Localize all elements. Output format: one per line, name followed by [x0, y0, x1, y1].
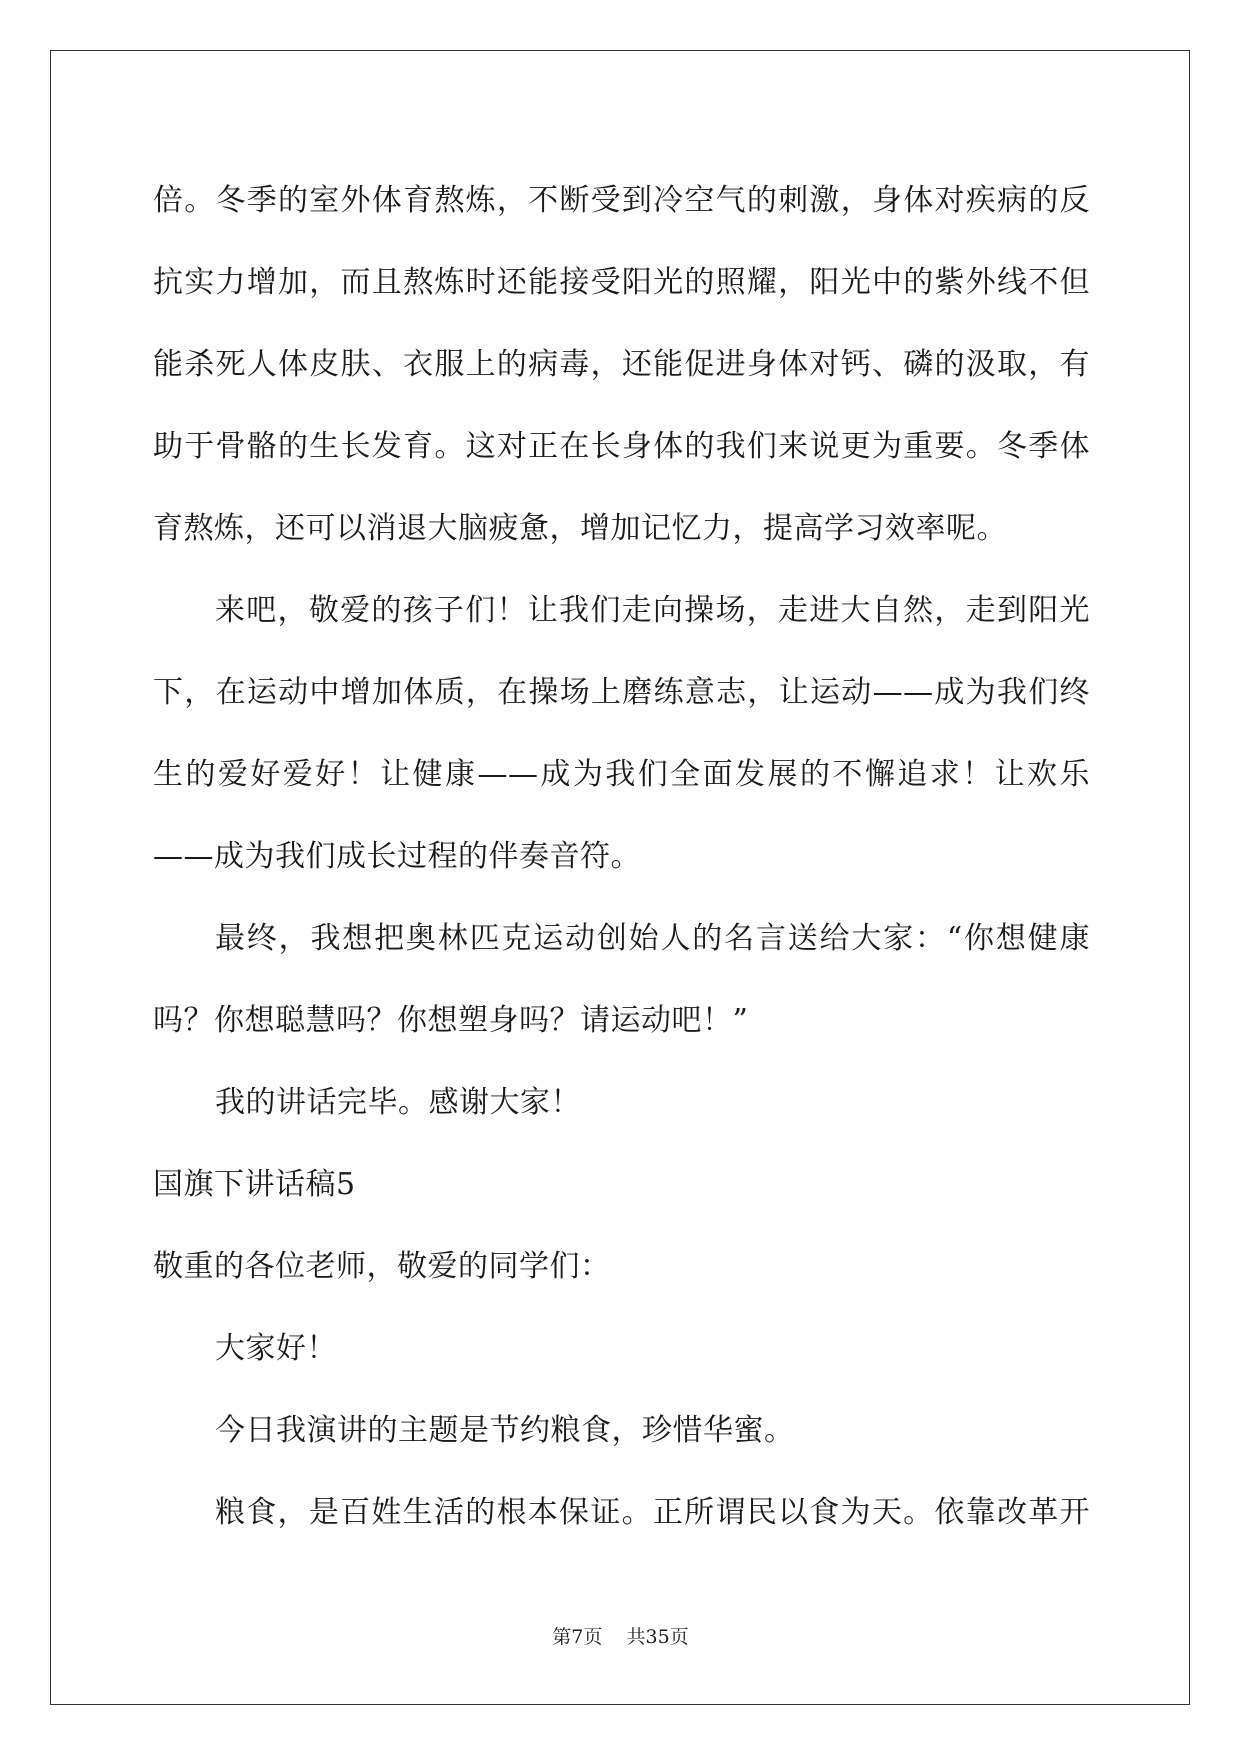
document-body	[153, 160, 1090, 1554]
text-line: 倍。冬季的室外体育熬炼，不断受到冷空气的刺激，身体对疾病的反	[153, 183, 1090, 218]
text-line: 我的讲话完毕。感谢大家！	[215, 1085, 581, 1120]
page-total: 共35页	[626, 1626, 689, 1648]
text-line: 助于骨骼的生长发育。这对正在长身体的我们来说更为重要。冬季体	[153, 429, 1090, 464]
text-line: 今日我演讲的主题是节约粮食，珍惜华蜜。	[215, 1413, 795, 1448]
page-number: 第7页	[552, 1626, 603, 1648]
text-line: 大家好！	[215, 1331, 337, 1366]
text-line: 生的爱好爱好！让健康——成为我们全面发展的不懈追求！让欢乐	[153, 757, 1090, 792]
text-line: 能杀死人体皮肤、衣服上的病毒，还能促进身体对钙、磷的汲取，有	[153, 347, 1090, 382]
text-line: 吗？你想聪慧吗？你想塑身吗？请运动吧！”	[153, 1003, 749, 1038]
text-line: 粮食，是百姓生活的根本保证。正所谓民以食为天。依靠改革开	[215, 1495, 1090, 1530]
salutation: 敬重的各位老师，敬爱的同学们：	[153, 1249, 611, 1284]
text-line: 育熬炼，还可以消退大脑疲惫，增加记忆力，提高学习效率呢。	[153, 511, 1007, 546]
text-line: 最终，我想把奥林匹克运动创始人的名言送给大家：“你想健康	[215, 921, 1090, 956]
page-footer	[0, 1625, 1241, 1649]
section-heading: 国旗下讲话稿5	[153, 1167, 356, 1202]
text-line: 来吧，敬爱的孩子们！让我们走向操场，走进大自然，走到阳光	[215, 593, 1090, 628]
text-line: 抗实力增加，而且熬炼时还能接受阳光的照耀，阳光中的紫外线不但	[153, 265, 1090, 300]
text-line: ——成为我们成长过程的伴奏音符。	[153, 839, 641, 874]
text-line: 下，在运动中增加体质，在操场上磨练意志，让运动——成为我们终	[153, 675, 1090, 710]
